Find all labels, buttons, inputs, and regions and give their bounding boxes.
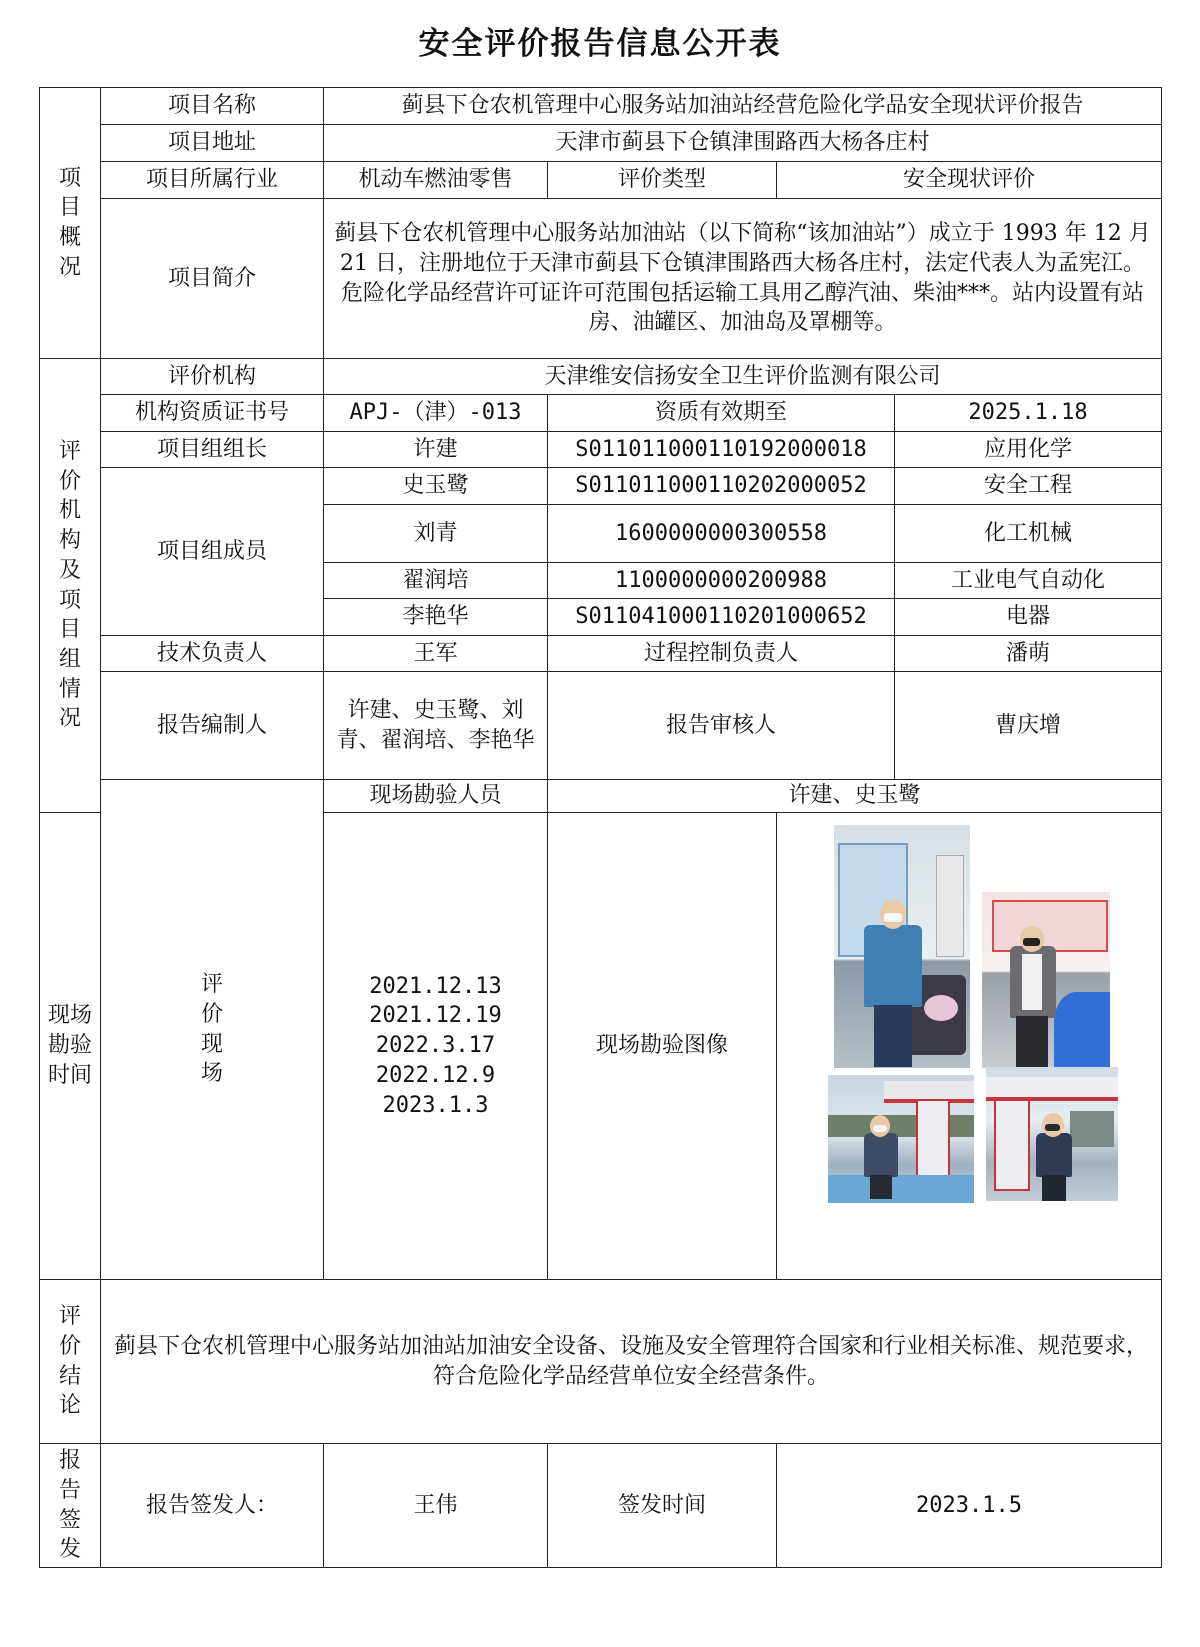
- member-major: 化工机械: [895, 505, 1162, 563]
- site-dates: [324, 813, 548, 1280]
- member-name: 李艳华: [324, 599, 548, 636]
- member-cert: S011011000110202000052: [548, 468, 895, 505]
- cert-label: 机构资质证书号: [101, 395, 324, 432]
- eval-type-label: 评价类型: [548, 162, 777, 199]
- member-major: 安全工程: [895, 468, 1162, 505]
- member-major: 工业电气自动化: [895, 563, 1162, 599]
- section-issue: 报 告 签 发: [40, 1444, 101, 1568]
- site-date: 2021.12.13: [369, 973, 502, 999]
- compiler-label: 报告编制人: [101, 672, 324, 780]
- eval-type-value: 安全现状评价: [777, 162, 1162, 199]
- site-image-label: 现场勘验图像: [548, 813, 777, 1280]
- tech-value: 王军: [324, 636, 548, 672]
- section-overview: 项 目 概 况: [40, 88, 101, 359]
- issuer-value: 王伟: [324, 1444, 548, 1568]
- org-value: 天津维安信扬安全卫生评价监测有限公司: [324, 359, 1162, 395]
- industry-value: 机动车燃油零售: [324, 162, 548, 199]
- member-cert: 1100000000200988: [548, 563, 895, 599]
- members-label: 项目组成员: [101, 468, 324, 636]
- site-date: 2022.3.17: [375, 1033, 496, 1059]
- project-name-value: 蓟县下仓农机管理中心服务站加油站经营危险化学品安全现状评价报告: [324, 88, 1162, 125]
- site-date: 2022.12.9: [375, 1062, 496, 1088]
- conclusion-text: 蓟县下仓农机管理中心服务站加油站加油安全设备、设施及安全管理符合国家和行业相关标准、规范要求，符合危险化学品经营单位安全经营条件。: [101, 1280, 1162, 1444]
- member-cert: 1600000000300558: [548, 505, 895, 563]
- project-name-label: 项目名称: [101, 88, 324, 125]
- address-value: 天津市蓟县下仓镇津围路西大杨各庄村: [324, 125, 1162, 162]
- reviewer-value: 曹庆增: [895, 672, 1162, 780]
- leader-label: 项目组组长: [101, 432, 324, 468]
- site-photos: [806, 813, 1132, 1279]
- issue-time-label: 签发时间: [548, 1444, 777, 1568]
- process-label: 过程控制负责人: [548, 636, 895, 672]
- site-photo: [986, 1067, 1118, 1201]
- org-label: 评价机构: [101, 359, 324, 395]
- site-staff-value: 许建、史玉鹭: [548, 780, 1162, 813]
- site-time-label: 现场勘验时间: [40, 813, 101, 1280]
- intro-value: 蓟县下仓农机管理中心服务站加油站（以下简称“该加油站”）成立于 1993 年 12 月 21 日，注册地位于天津市蓟县下仓镇津围路西大杨各庄村，法定代表人为孟宪江。危险化学品经营许可证许可范围包括运输工具用乙醇汽油、柴油***。站内设置有站房、油罐区、加油岛及罩棚等。: [324, 199, 1162, 359]
- section-site: 评 价 现 场: [101, 780, 324, 1280]
- page-title: 安全评价报告信息公开表: [418, 26, 782, 62]
- compiler-value: 许建、史玉鹭、刘青、翟润培、李艳华: [324, 672, 548, 780]
- leader-major: 应用化学: [895, 432, 1162, 468]
- site-photo: [828, 1075, 974, 1203]
- site-staff-label: 现场勘验人员: [324, 780, 548, 813]
- address-label: 项目地址: [101, 125, 324, 162]
- section-conclusion: 评 价 结 论: [40, 1280, 101, 1444]
- site-photo: [834, 825, 970, 1068]
- reviewer-label: 报告审核人: [548, 672, 895, 780]
- leader-name: 许建: [324, 432, 548, 468]
- site-date: 2023.1.3: [382, 1092, 489, 1118]
- tech-label: 技术负责人: [101, 636, 324, 672]
- cert-value: APJ-（津）-013: [324, 395, 548, 432]
- process-value: 潘萌: [895, 636, 1162, 672]
- site-photos-cell: [777, 813, 1162, 1280]
- validity-label: 资质有效期至: [548, 395, 895, 432]
- issuer-label: 报告签发人：: [101, 1444, 324, 1568]
- member-cert: S011041000110201000652: [548, 599, 895, 636]
- section-org: 评 价 机 构 及 项 目 组 情 况: [40, 359, 101, 813]
- site-photo: [982, 892, 1110, 1068]
- member-name: 翟润培: [324, 563, 548, 599]
- leader-cert: S011011000110192000018: [548, 432, 895, 468]
- info-table: [39, 87, 1162, 1568]
- issue-time-value: 2023.1.5: [777, 1444, 1162, 1568]
- member-name: 刘青: [324, 505, 548, 563]
- validity-value: 2025.1.18: [895, 395, 1162, 432]
- site-date: 2021.12.19: [369, 1003, 502, 1029]
- member-name: 史玉鹭: [324, 468, 548, 505]
- member-major: 电器: [895, 599, 1162, 636]
- industry-label: 项目所属行业: [101, 162, 324, 199]
- intro-label: 项目简介: [101, 199, 324, 359]
